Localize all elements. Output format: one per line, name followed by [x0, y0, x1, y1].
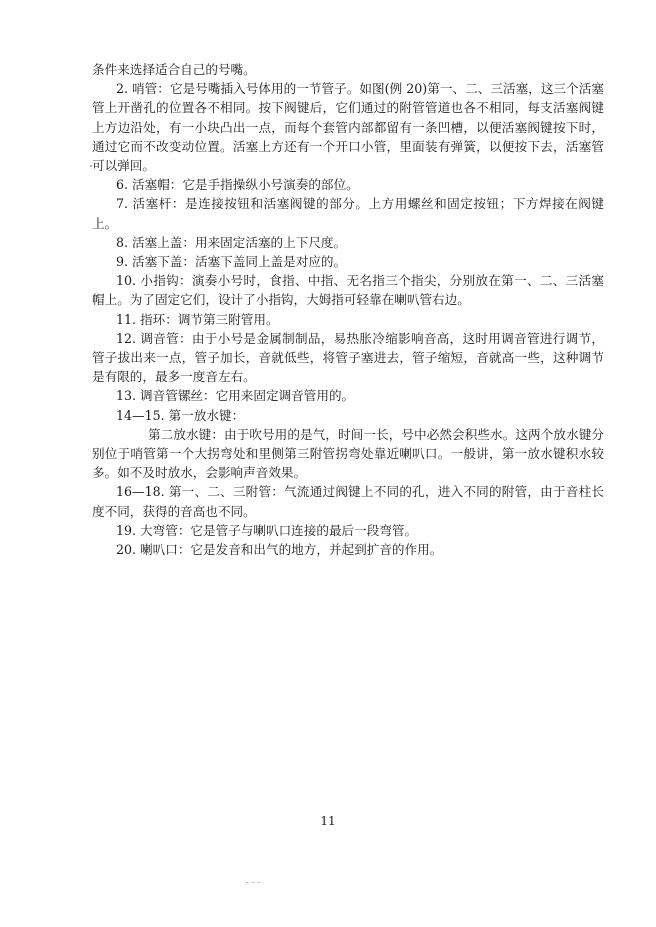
- scan-speck: [90, 165, 92, 167]
- paragraph-item-7: 7. 活塞杆：是连接按钮和活塞阀键的部分。上方用螺丝和固定按钮；下方焊接在阀键上。: [92, 196, 604, 231]
- paragraph-item-11: 11. 指环：调节第三附管用。: [116, 311, 279, 327]
- page-number: 11: [320, 814, 336, 828]
- paragraph-item-13: 13. 调音管镙丝：它用来固定调音管用的。: [116, 388, 355, 404]
- paragraph-item-10: 10. 小指钩：演奏小号时，食指、中指、无名指三个指尖，分别放在第一、二、三活塞帽上。为了固定它们，设计了小指钩，大姆指可轻靠在喇叭管右边。: [92, 273, 604, 308]
- paragraph-continuation: 条件来选择适合自己的号嘴。: [92, 62, 256, 77]
- paragraph-item-6: 6. 活塞帽：它是手指操纵小号演奏的部位。: [116, 177, 359, 193]
- paragraph-item-16-18: 16—18. 第一、二、三附管：气流通过阀键上不同的孔，进入不同的附管，由于音柱长度不同，获得的音高也不同。: [92, 484, 604, 519]
- scan-speck: [258, 882, 260, 883]
- paragraph-item-19: 19. 大弯管：它是管子与喇叭口连接的最后一段弯管。: [116, 522, 418, 538]
- paragraph-second-drain-key: 第二放水键：由于吹号用的是气，时间一长，号中必然会积些水。这两个放水键分别位于哨管第一个大拐弯处和里侧第三附管拐弯处靠近喇叭口。一般讲，第一放水键积水较多。如不及时放水，会影响声音效果。: [92, 426, 604, 481]
- scan-speck: [246, 882, 248, 883]
- paragraph-item-9: 9. 活塞下盖：活塞下盖同上盖是对应的。: [116, 254, 347, 270]
- scan-speck: [252, 882, 254, 883]
- paragraph-item-14-15: 14—15. 第一放水键：: [116, 407, 245, 423]
- paragraph-item-20: 20. 喇叭口：它是发音和出气的地方，并起到扩音的作用。: [116, 542, 443, 558]
- paragraph-item-8: 8. 活塞上盖：用来固定活塞的上下尺度。: [116, 234, 347, 250]
- paragraph-item-12: 12. 调音管：由于小号是金属制制品，易热胀冷缩影响音高，这时用调音管进行调节，管子拔出来一点，管子加长，音就低些，将管子塞进去，管子缩短，音就高一些，这种调节是有限的，最多一度音左右。: [92, 330, 604, 385]
- paragraph-item-2: 2. 哨管：它是号嘴插入号体用的一节管子。如图(例 20)第一、二、三活塞，这三个活塞管上开凿孔的位置各不相同。按下阀键后，它们通过的附管管道也各不相同，每支活塞阀键上方边沿处，有一小块凸出一点，而每个套管内部都留有一条凹槽，以便活塞阀键按下时，通过它而不改变动位置。活塞上方还有一个开口小管，里面装有弹簧，以便按下去，活塞管可以弹回。: [92, 81, 604, 174]
- body-text: [92, 60, 604, 559]
